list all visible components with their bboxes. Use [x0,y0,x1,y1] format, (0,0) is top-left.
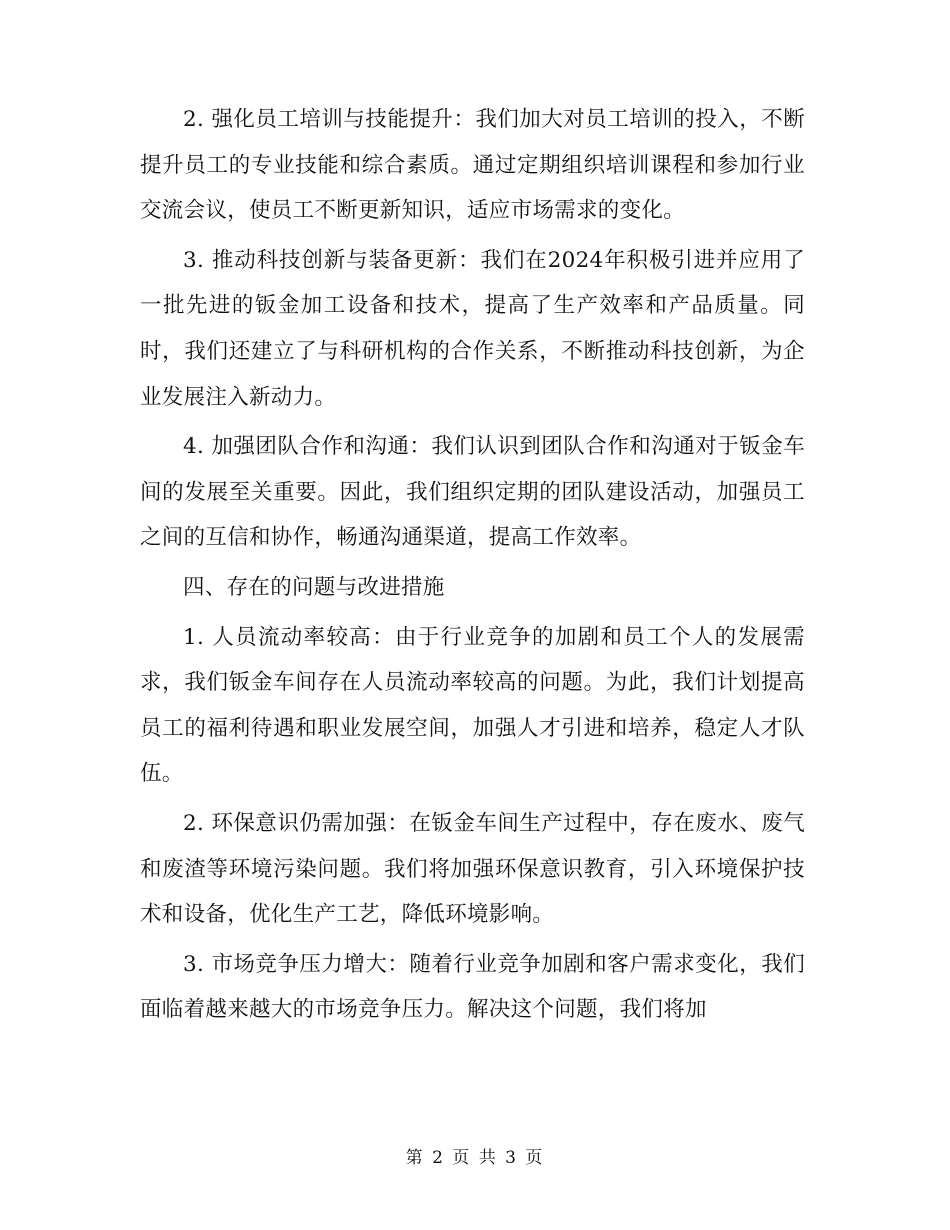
paragraph-environment: 2. 环保意识仍需加强：在钣金车间生产过程中，存在废水、废气和废渣等环境污染问题。我们将加强环保意识教育，引入环境保护技术和设备，优化生产工艺，降低环境影响。 [140,810,805,928]
page-number-footer: 第 2 页 共 3 页 [405,1148,545,1168]
paragraph-training: 2. 强化员工培训与技能提升：我们加大对员工培训的投入，不断提升员工的专业技能和综合素质。通过定期组织培训课程和参加行业交流会议，使员工不断更新知识，适应市场需求的变化。 [140,107,805,224]
paragraph-innovation: 3. 推动科技创新与装备更新：我们在2024年积极引进并应用了一批先进的钣金加工设备和技术，提高了生产效率和产品质量。同时，我们还建立了与科研机构的合作关系，不断推动科技创新，为企业发展注入新动力。 [140,247,805,410]
paragraph-turnover: 1. 人员流动率较高：由于行业竞争的加剧和员工个人的发展需求，我们钣金车间存在人员流动率较高的问题。为此，我们计划提高员工的福利待遇和职业发展空间，加强人才引进和培养，稳定人才队伍。 [140,624,805,787]
paragraph-teamwork: 4. 加强团队合作和沟通：我们认识到团队合作和沟通对于钣金车间的发展至关重要。因此，我们组织定期的团队建设活动，加强员工之间的互信和协作，畅通沟通渠道，提高工作效率。 [140,434,805,551]
section-heading-problems: 四、存在的问题与改进措施 [183,574,445,600]
paragraph-competition: 3. 市场竞争压力增大：随着行业竞争加剧和客户需求变化，我们面临着越来越大的市场竞争压力。解决这个问题，我们将加 [140,951,805,1023]
document-body [140,97,805,1037]
